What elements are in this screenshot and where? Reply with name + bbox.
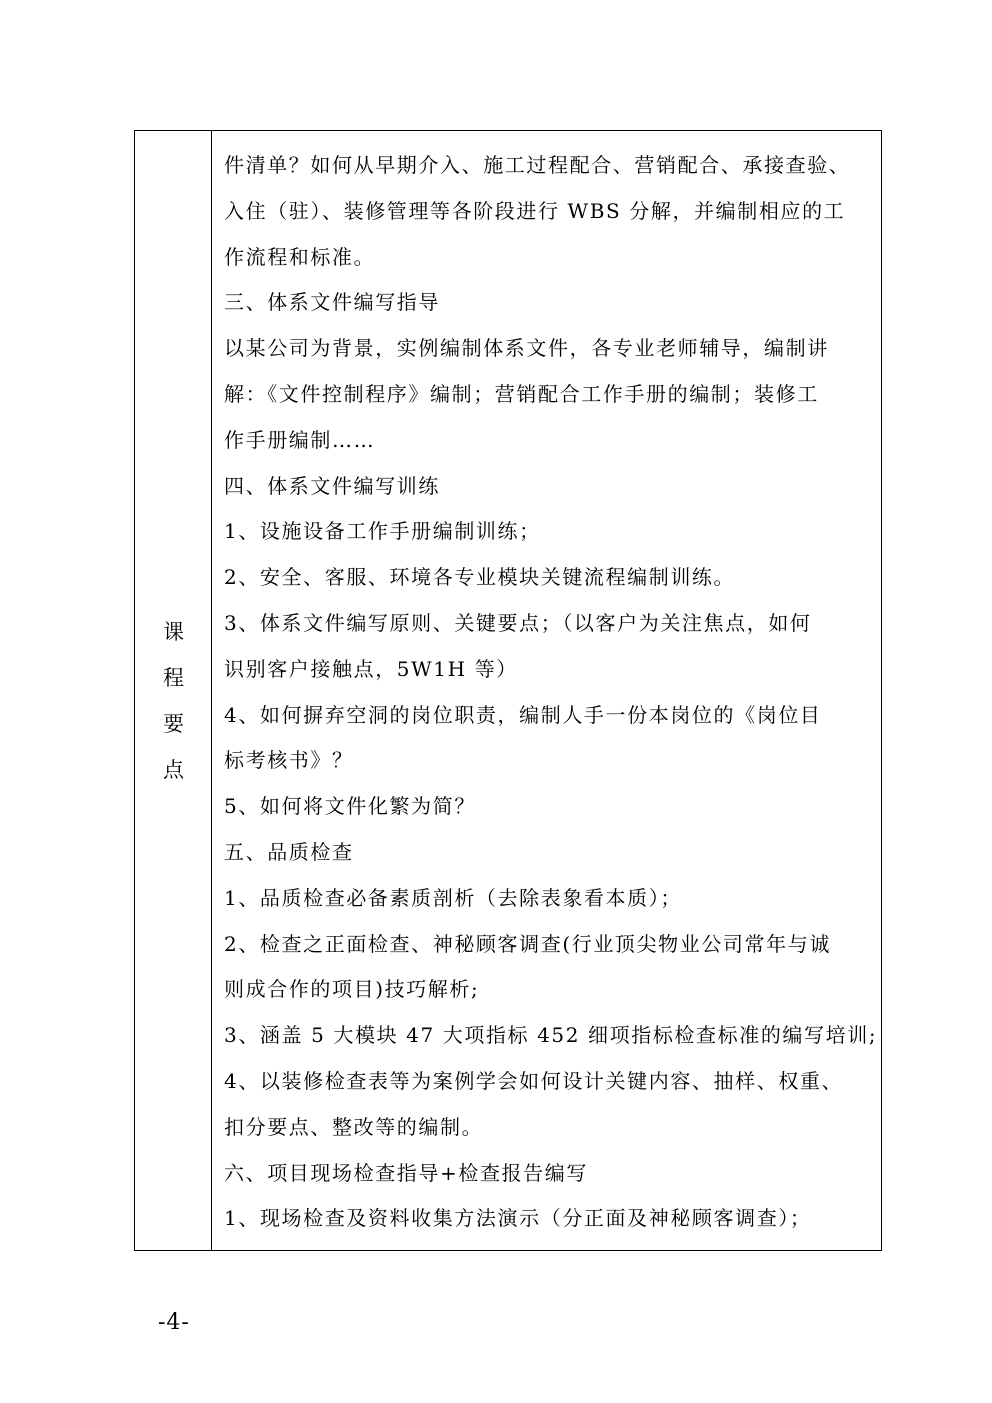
section-heading: 四、体系文件编写训练 [224,473,440,498]
label-char: 程 [163,666,184,690]
label-course-key-points [135,609,212,793]
content-line: 标考核书》？ [224,748,354,773]
section-heading: 五、品质检查 [224,839,354,864]
content-line: 4、以装修检查表等为案例学会如何设计关键内容、抽样、权重、 [224,1068,844,1093]
label-char: 要 [163,712,184,736]
content-line: 1、品质检查必备素质剖析（去除表象看本质）； [224,885,682,910]
course-table [134,130,882,1251]
label-char: 点 [163,758,184,782]
label-char: 课 [163,620,184,644]
label-cell [135,131,212,1250]
content-cell [224,143,878,1242]
content-line: 作手册编制…… [224,427,376,452]
content-line: 识别客户接触点，5W1H 等） [224,656,518,681]
content-line: 3、体系文件编写原则、关键要点；（以客户为关注焦点，如何 [224,610,812,635]
content-line: 扣分要点、整改等的编制。 [224,1114,484,1139]
content-line: 入住（驻）、装修管理等各阶段进行 WBS 分解，并编制相应的工 [224,198,846,223]
content-line: 2、安全、客服、环境各专业模块关键流程编制训练。 [224,565,736,590]
content-line: 作流程和标准。 [224,244,376,269]
section-heading: 六、项目现场检查指导+检查报告编写 [224,1160,588,1185]
content-line: 1、现场检查及资料收集方法演示（分正面及神秘顾客调查）； [224,1206,812,1231]
content-line: 件清单？如何从早期介入、施工过程配合、营销配合、承接查验、 [224,153,851,177]
content-line: 3、涵盖 5 大模块 47 大项指标 452 细项指标检查标准的编写培训; [224,1023,878,1048]
content-line: 以某公司为背景，实例编制体系文件，各专业老师辅导，编制讲 [224,336,829,361]
content-line: 解：《文件控制程序》编制；营销配合工作手册的编制；装修工 [224,381,819,406]
content-line: 2、检查之正面检查、神秘顾客调查(行业顶尖物业公司常年与诚 [224,931,831,956]
content-line: 则成合作的项目)技巧解析; [224,977,480,1002]
content-line: 1、设施设备工作手册编制训练； [224,519,541,544]
content-line: 4、如何摒弃空洞的岗位职责，编制人手一份本岗位的《岗位目 [224,702,822,727]
page-number: -4- [158,1310,190,1335]
section-heading: 三、体系文件编写指导 [224,290,440,315]
content-line: 5、如何将文件化繁为简？ [224,794,476,819]
